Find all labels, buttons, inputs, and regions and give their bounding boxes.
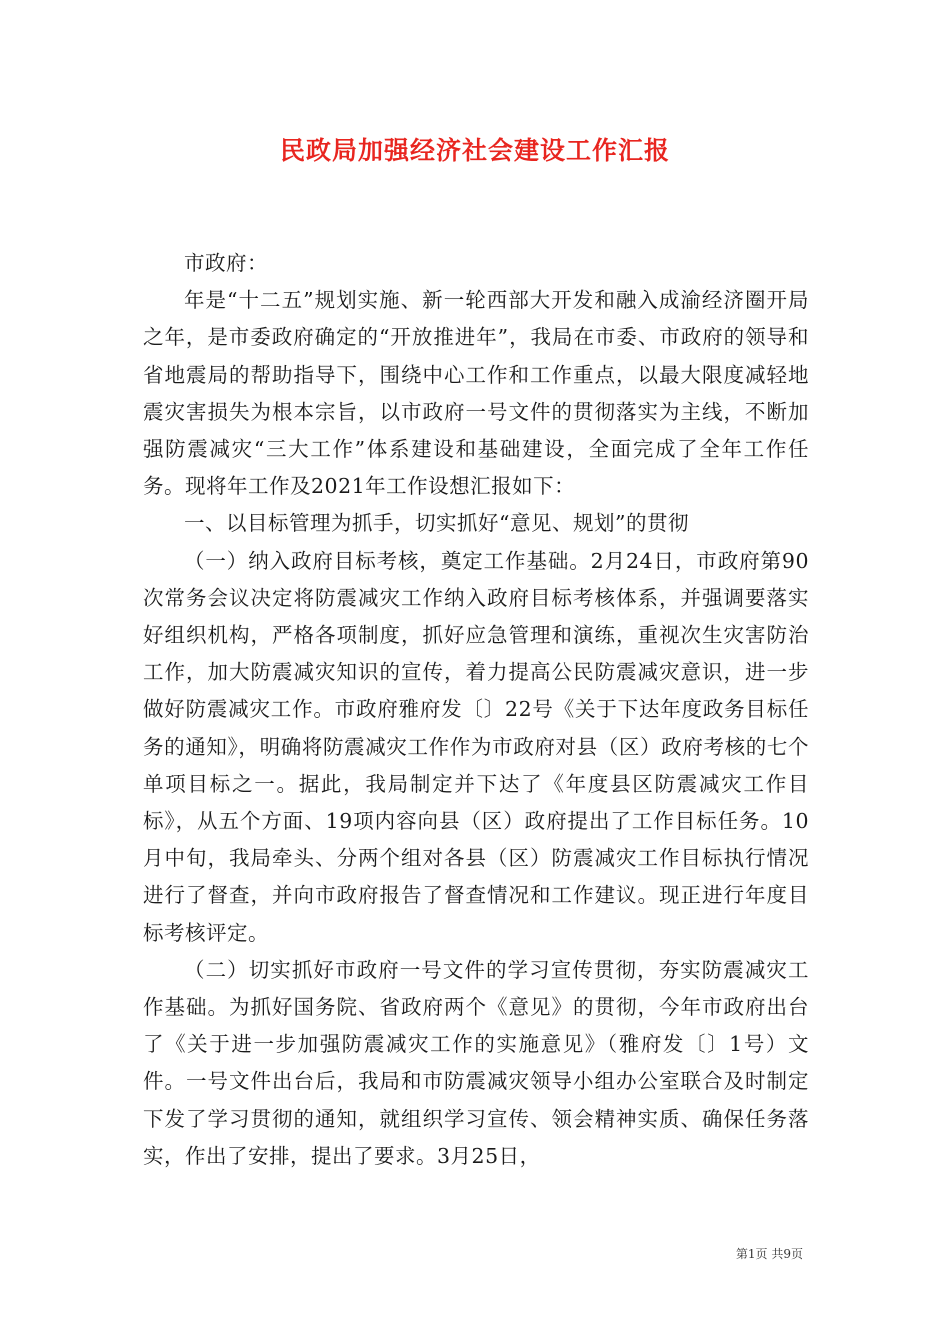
section-heading-1: 一、以目标管理为抓手，切实抓好“意见、规划”的贯彻	[184, 511, 689, 536]
document-body	[143, 245, 809, 1175]
paragraph-item-1: （一）纳入政府目标考核，奠定工作基础。2月24日，市政府第90次常务会议决定将防震减灾工作纳入政府目标考核体系，并强调要落实好组织机构，严格各项制度，抓好应急管理和演练，重视次生灾害防治工作，加大防震减灾知识的宣传，着力提高公民防震减灾意识，进一步做好防震减灾工作。市政府雅府发〔〕22号《关于下达年度政务目标任务的通知》，明确将防震减灾工作作为市政府对县（区）政府考核的七个单项目标之一。据此，我局制定并下达了《年度县区防震减灾工作目标》，从五个方面、19项内容向县（区）政府提出了工作目标任务。10月中旬，我局牵头、分两个组对各县（区）防震减灾工作目标执行情况进行了督查，并向市政府报告了督查情况和工作建议。现正进行年度目标考核评定。	[143, 548, 809, 945]
salutation: 市政府：	[184, 251, 268, 275]
paragraph-intro: 年是“十二五”规划实施、新一轮西部大开发和融入成渝经济圈开局之年，是市委政府确定的“开放推进年”，我局在市委、市政府的领导和省地震局的帮助指导下，围绕中心工作和工作重点，以最大限度减轻地震灾害损失为根本宗旨，以市政府一号文件的贯彻落实为主线，不断加强防震减灾“三大工作”体系建设和基础建设，全面完成了全年工作任务。现将年工作及2021年工作设想汇报如下：	[143, 288, 809, 499]
document-title: 民政局加强经济社会建设工作汇报	[279, 136, 670, 165]
paragraph-item-2: （二）切实抓好市政府一号文件的学习宣传贯彻，夯实防震减灾工作基础。为抓好国务院、省政府两个《意见》的贯彻，今年市政府出台了《关于进一步加强防震减灾工作的实施意见》（雅府发〔〕1号）文件。一号文件出台后，我局和市防震减灾领导小组办公室联合及时制定下发了学习贯彻的通知，就组织学习宣传、领会精神实质、确保任务落实，作出了安排，提出了要求。3月25日，	[143, 957, 809, 1168]
page-number: 第1页 共9页	[735, 1247, 803, 1261]
